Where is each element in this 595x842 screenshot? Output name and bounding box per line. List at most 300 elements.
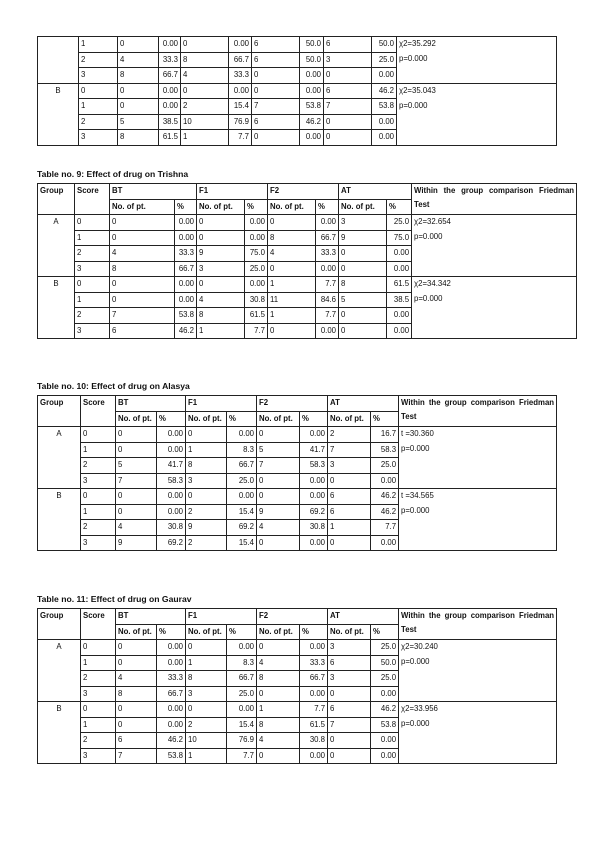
table-row bbox=[38, 37, 557, 53]
table-11-body bbox=[38, 640, 557, 764]
bt-count-cell: 8 bbox=[118, 68, 159, 84]
at-percent-cell: 61.5 bbox=[387, 277, 412, 293]
comparison-cell bbox=[399, 748, 557, 764]
bt-percent-cell: 0.00 bbox=[159, 83, 181, 99]
bt-count-cell: 4 bbox=[116, 520, 157, 536]
f1-count-cell: 3 bbox=[197, 261, 245, 277]
score-cell: 0 bbox=[75, 277, 110, 293]
f2-count-cell: 0 bbox=[257, 686, 300, 702]
bt-percent-cell: 69.2 bbox=[157, 535, 186, 551]
bt-percent-cell: 33.3 bbox=[175, 246, 197, 262]
at-percent-cell: 0.00 bbox=[387, 323, 412, 339]
percent-subheader: % bbox=[387, 199, 412, 215]
f1-count-cell: 9 bbox=[186, 520, 227, 536]
bt-percent-cell: 46.2 bbox=[157, 733, 186, 749]
at-count-cell: 1 bbox=[328, 520, 371, 536]
at-percent-cell: 46.2 bbox=[371, 702, 399, 718]
table-row bbox=[38, 671, 557, 687]
score-cell: 2 bbox=[75, 308, 110, 324]
table-row bbox=[38, 748, 557, 764]
f2-count-cell: 8 bbox=[268, 230, 316, 246]
score-cell: 3 bbox=[81, 473, 116, 489]
at-count-cell: 6 bbox=[328, 655, 371, 671]
percent-subheader: % bbox=[300, 624, 328, 640]
f1-percent-cell: 7.7 bbox=[227, 748, 257, 764]
bt-count-cell: 4 bbox=[118, 52, 159, 68]
f2-count-cell: 0 bbox=[252, 130, 300, 146]
at-percent-cell: 0.00 bbox=[372, 68, 397, 84]
score-cell: 0 bbox=[81, 427, 116, 443]
comparison-cell: χ2=30.240 bbox=[399, 640, 557, 656]
bt-count-cell: 0 bbox=[116, 717, 157, 733]
group-label-cell: A bbox=[38, 215, 75, 277]
percent-subheader: % bbox=[316, 199, 339, 215]
f2-count-cell: 8 bbox=[257, 671, 300, 687]
f1-count-cell: 0 bbox=[181, 83, 229, 99]
comparison-cell: t =34.565 bbox=[399, 489, 557, 505]
percent-subheader: % bbox=[371, 411, 399, 427]
table-row bbox=[38, 702, 557, 718]
bt-percent-cell: 38.5 bbox=[159, 114, 181, 130]
at-count-cell: 0 bbox=[328, 733, 371, 749]
table-10-caption: Table no. 10: Effect of drug on Alasya bbox=[37, 381, 190, 391]
table-row bbox=[38, 308, 577, 324]
header-row bbox=[38, 609, 557, 625]
f2-percent-cell: 0.00 bbox=[300, 83, 324, 99]
bt-count-cell: 0 bbox=[116, 702, 157, 718]
at-percent-cell: 25.0 bbox=[371, 640, 399, 656]
no-of-pt-subheader: No. of pt. bbox=[268, 199, 316, 215]
at-count-cell: 0 bbox=[339, 308, 387, 324]
group-label-cell: B bbox=[38, 489, 81, 551]
f2-percent-cell: 61.5 bbox=[300, 717, 328, 733]
table-row bbox=[38, 114, 557, 130]
comparison-cell bbox=[412, 308, 577, 324]
f1-percent-cell: 66.7 bbox=[229, 52, 252, 68]
f2-percent-cell: 0.00 bbox=[316, 215, 339, 231]
comparison-cell bbox=[399, 535, 557, 551]
at-count-cell: 6 bbox=[324, 37, 372, 53]
bt-count-cell: 4 bbox=[116, 671, 157, 687]
bt-percent-cell: 66.7 bbox=[175, 261, 197, 277]
score-cell: 3 bbox=[79, 68, 118, 84]
f2-count-cell: 7 bbox=[257, 458, 300, 474]
comparison-cell bbox=[397, 114, 557, 130]
f1-count-cell: 0 bbox=[186, 702, 227, 718]
f2-count-cell: 1 bbox=[268, 277, 316, 293]
f1-count-cell: 3 bbox=[186, 686, 227, 702]
f1-count-cell: 0 bbox=[197, 277, 245, 293]
table-row bbox=[38, 520, 557, 536]
f2-count-cell: 1 bbox=[268, 308, 316, 324]
f2-count-cell: 9 bbox=[257, 504, 300, 520]
no-of-pt-subheader: No. of pt. bbox=[328, 624, 371, 640]
f2-count-cell: 0 bbox=[268, 323, 316, 339]
f1-count-cell: 2 bbox=[186, 504, 227, 520]
f1-percent-cell: 8.3 bbox=[227, 442, 257, 458]
comparison-cell: p=0.000 bbox=[399, 717, 557, 733]
table-row bbox=[38, 504, 557, 520]
bt-count-cell: 0 bbox=[118, 83, 159, 99]
f1-count-cell: 10 bbox=[186, 733, 227, 749]
score-cell: 3 bbox=[81, 748, 116, 764]
bt-count-cell: 5 bbox=[116, 458, 157, 474]
f1-count-cell: 0 bbox=[186, 489, 227, 505]
f2-count-cell: 0 bbox=[257, 748, 300, 764]
bt-percent-cell: 0.00 bbox=[157, 442, 186, 458]
score-cell: 2 bbox=[79, 52, 118, 68]
f1-percent-cell: 0.00 bbox=[245, 277, 268, 293]
comparison-cell bbox=[397, 68, 557, 84]
no-of-pt-subheader: No. of pt. bbox=[110, 199, 175, 215]
group-header: Group bbox=[38, 184, 75, 215]
f1-percent-cell: 61.5 bbox=[245, 308, 268, 324]
bt-percent-cell: 0.00 bbox=[175, 292, 197, 308]
f1-count-cell: 8 bbox=[186, 671, 227, 687]
at-count-cell: 0 bbox=[324, 114, 372, 130]
comparison-cell: t =30.360 bbox=[399, 427, 557, 443]
percent-subheader: % bbox=[245, 199, 268, 215]
f1-count-cell: 9 bbox=[197, 246, 245, 262]
table-row bbox=[38, 323, 577, 339]
at-count-cell: 0 bbox=[339, 246, 387, 262]
f2-percent-cell: 7.7 bbox=[300, 702, 328, 718]
bt-percent-cell: 58.3 bbox=[157, 473, 186, 489]
bt-count-cell: 8 bbox=[110, 261, 175, 277]
score-cell: 3 bbox=[81, 535, 116, 551]
table-10-grid bbox=[37, 395, 557, 551]
table-10-head bbox=[38, 396, 557, 427]
comparison-cell bbox=[397, 130, 557, 146]
at-percent-cell: 0.00 bbox=[371, 535, 399, 551]
table-row bbox=[38, 52, 557, 68]
f2-count-cell: 0 bbox=[268, 215, 316, 231]
f1-count-cell: 8 bbox=[186, 458, 227, 474]
comparison-header: Within the group comparison Friedman Test bbox=[399, 396, 557, 427]
score-cell: 2 bbox=[75, 246, 110, 262]
f1-percent-cell: 75.0 bbox=[245, 246, 268, 262]
at-percent-cell: 46.2 bbox=[372, 83, 397, 99]
at-count-cell: 5 bbox=[339, 292, 387, 308]
table-10-body bbox=[38, 427, 557, 551]
at-count-cell: 6 bbox=[328, 702, 371, 718]
bt-header: BT bbox=[116, 396, 186, 412]
f1-count-cell: 0 bbox=[181, 37, 229, 53]
f1-percent-cell: 76.9 bbox=[229, 114, 252, 130]
table-9-head bbox=[38, 184, 577, 215]
f2-percent-cell: 0.00 bbox=[300, 473, 328, 489]
f1-count-cell: 1 bbox=[197, 323, 245, 339]
comparison-cell: p=0.000 bbox=[399, 655, 557, 671]
at-percent-cell: 7.7 bbox=[371, 520, 399, 536]
score-cell: 2 bbox=[81, 458, 116, 474]
at-count-cell: 7 bbox=[324, 99, 372, 115]
at-percent-cell: 0.00 bbox=[371, 748, 399, 764]
bt-count-cell: 9 bbox=[116, 535, 157, 551]
comparison-header: Within the group comparison Friedman Test bbox=[412, 184, 577, 215]
table-row bbox=[38, 130, 557, 146]
f2-percent-cell: 33.3 bbox=[300, 655, 328, 671]
at-percent-cell: 16.7 bbox=[371, 427, 399, 443]
bt-percent-cell: 0.00 bbox=[175, 215, 197, 231]
group-label-cell: A bbox=[38, 427, 81, 489]
bt-header: BT bbox=[116, 609, 186, 625]
score-cell: 1 bbox=[81, 655, 116, 671]
f1-percent-cell: 7.7 bbox=[229, 130, 252, 146]
score-cell: 3 bbox=[81, 686, 116, 702]
bt-percent-cell: 0.00 bbox=[157, 489, 186, 505]
at-percent-cell: 46.2 bbox=[371, 504, 399, 520]
continued-table bbox=[37, 36, 556, 146]
no-of-pt-subheader: No. of pt. bbox=[116, 624, 157, 640]
group-label-cell: B bbox=[38, 277, 75, 339]
at-percent-cell: 25.0 bbox=[387, 215, 412, 231]
bt-percent-cell: 46.2 bbox=[175, 323, 197, 339]
at-count-cell: 3 bbox=[328, 640, 371, 656]
f1-percent-cell: 15.4 bbox=[227, 717, 257, 733]
f2-percent-cell: 33.3 bbox=[316, 246, 339, 262]
f1-percent-cell: 0.00 bbox=[227, 702, 257, 718]
comparison-cell bbox=[412, 246, 577, 262]
score-header: Score bbox=[81, 396, 116, 427]
at-count-cell: 3 bbox=[339, 215, 387, 231]
bt-percent-cell: 30.8 bbox=[157, 520, 186, 536]
header-row bbox=[38, 396, 557, 412]
at-count-cell: 6 bbox=[328, 489, 371, 505]
f2-count-cell: 6 bbox=[252, 37, 300, 53]
at-percent-cell: 50.0 bbox=[372, 37, 397, 53]
at-count-cell: 0 bbox=[339, 323, 387, 339]
bt-count-cell: 0 bbox=[110, 292, 175, 308]
bt-percent-cell: 0.00 bbox=[159, 37, 181, 53]
bt-percent-cell: 0.00 bbox=[157, 702, 186, 718]
group-header: Group bbox=[38, 609, 81, 640]
at-percent-cell: 58.3 bbox=[371, 442, 399, 458]
score-cell: 1 bbox=[81, 442, 116, 458]
at-count-cell: 3 bbox=[328, 458, 371, 474]
at-count-cell: 2 bbox=[328, 427, 371, 443]
table-row bbox=[38, 277, 577, 293]
at-percent-cell: 0.00 bbox=[387, 308, 412, 324]
table-row bbox=[38, 535, 557, 551]
score-cell: 2 bbox=[81, 671, 116, 687]
score-cell: 1 bbox=[79, 99, 118, 115]
table-row bbox=[38, 427, 557, 443]
comparison-cell bbox=[399, 458, 557, 474]
f2-percent-cell: 0.00 bbox=[300, 535, 328, 551]
table-9-caption: Table no. 9: Effect of drug on Trishna bbox=[37, 169, 189, 179]
at-percent-cell: 50.0 bbox=[371, 655, 399, 671]
f2-percent-cell: 66.7 bbox=[300, 671, 328, 687]
f1-count-cell: 0 bbox=[197, 230, 245, 246]
comparison-cell bbox=[399, 686, 557, 702]
f2-header: F2 bbox=[257, 396, 328, 412]
score-cell: 2 bbox=[81, 520, 116, 536]
no-of-pt-subheader: No. of pt. bbox=[257, 411, 300, 427]
f1-header: F1 bbox=[186, 396, 257, 412]
score-cell: 3 bbox=[75, 323, 110, 339]
bt-percent-cell: 0.00 bbox=[157, 504, 186, 520]
percent-subheader: % bbox=[175, 199, 197, 215]
at-count-cell: 0 bbox=[324, 130, 372, 146]
f1-percent-cell: 0.00 bbox=[245, 230, 268, 246]
bt-percent-cell: 61.5 bbox=[159, 130, 181, 146]
at-count-cell: 0 bbox=[328, 748, 371, 764]
percent-subheader: % bbox=[227, 411, 257, 427]
at-count-cell: 0 bbox=[339, 261, 387, 277]
score-cell: 0 bbox=[79, 83, 118, 99]
bt-count-cell: 6 bbox=[110, 323, 175, 339]
f1-count-cell: 1 bbox=[186, 655, 227, 671]
f1-count-cell: 1 bbox=[186, 748, 227, 764]
comparison-cell: p=0.000 bbox=[412, 292, 577, 308]
at-count-cell: 7 bbox=[328, 717, 371, 733]
table-11 bbox=[37, 608, 556, 764]
score-cell: 0 bbox=[81, 489, 116, 505]
table-11-head bbox=[38, 609, 557, 640]
f1-percent-cell: 33.3 bbox=[229, 68, 252, 84]
score-header: Score bbox=[75, 184, 110, 215]
group-header: Group bbox=[38, 396, 81, 427]
comparison-cell: p=0.000 bbox=[399, 442, 557, 458]
at-count-cell: 3 bbox=[324, 52, 372, 68]
f2-percent-cell: 30.8 bbox=[300, 520, 328, 536]
f1-percent-cell: 15.4 bbox=[229, 99, 252, 115]
table-9 bbox=[37, 183, 575, 339]
f2-count-cell: 8 bbox=[257, 717, 300, 733]
at-percent-cell: 0.00 bbox=[371, 733, 399, 749]
f2-percent-cell: 84.6 bbox=[316, 292, 339, 308]
score-cell: 0 bbox=[81, 702, 116, 718]
score-cell: 3 bbox=[79, 130, 118, 146]
bt-percent-cell: 53.8 bbox=[175, 308, 197, 324]
at-percent-cell: 53.8 bbox=[372, 99, 397, 115]
no-of-pt-subheader: No. of pt. bbox=[197, 199, 245, 215]
f2-count-cell: 4 bbox=[268, 246, 316, 262]
f2-percent-cell: 58.3 bbox=[300, 458, 328, 474]
table-row bbox=[38, 261, 577, 277]
bt-percent-cell: 0.00 bbox=[157, 427, 186, 443]
score-cell: 1 bbox=[75, 292, 110, 308]
at-percent-cell: 0.00 bbox=[372, 130, 397, 146]
comparison-cell: χ2=32.654 bbox=[412, 215, 577, 231]
at-percent-cell: 0.00 bbox=[387, 246, 412, 262]
f2-count-cell: 6 bbox=[252, 52, 300, 68]
f2-percent-cell: 66.7 bbox=[316, 230, 339, 246]
group-label-cell bbox=[38, 37, 79, 84]
comparison-cell: p=0.000 bbox=[412, 230, 577, 246]
at-count-cell: 6 bbox=[324, 83, 372, 99]
score-cell: 0 bbox=[81, 640, 116, 656]
continued-table-body bbox=[38, 37, 557, 146]
f2-percent-cell: 30.8 bbox=[300, 733, 328, 749]
percent-subheader: % bbox=[300, 411, 328, 427]
score-cell: 1 bbox=[75, 230, 110, 246]
f1-count-cell: 2 bbox=[186, 535, 227, 551]
comparison-cell: p=0.000 bbox=[397, 52, 557, 68]
bt-count-cell: 6 bbox=[116, 733, 157, 749]
f1-percent-cell: 0.00 bbox=[229, 83, 252, 99]
f1-percent-cell: 30.8 bbox=[245, 292, 268, 308]
f1-percent-cell: 8.3 bbox=[227, 655, 257, 671]
f2-count-cell: 4 bbox=[257, 733, 300, 749]
group-label-cell: A bbox=[38, 640, 81, 702]
f2-count-cell: 7 bbox=[252, 99, 300, 115]
at-header: AT bbox=[339, 184, 412, 200]
f1-percent-cell: 0.00 bbox=[227, 640, 257, 656]
bt-percent-cell: 66.7 bbox=[159, 68, 181, 84]
table-row bbox=[38, 686, 557, 702]
f1-count-cell: 0 bbox=[197, 215, 245, 231]
bt-percent-cell: 33.3 bbox=[159, 52, 181, 68]
at-count-cell: 9 bbox=[339, 230, 387, 246]
bt-count-cell: 0 bbox=[116, 442, 157, 458]
bt-count-cell: 7 bbox=[116, 473, 157, 489]
no-of-pt-subheader: No. of pt. bbox=[186, 624, 227, 640]
score-cell: 2 bbox=[79, 114, 118, 130]
comparison-cell: p=0.000 bbox=[399, 504, 557, 520]
bt-count-cell: 4 bbox=[110, 246, 175, 262]
bt-count-cell: 0 bbox=[118, 99, 159, 115]
f1-count-cell: 10 bbox=[181, 114, 229, 130]
table-row bbox=[38, 99, 557, 115]
bt-percent-cell: 0.00 bbox=[157, 717, 186, 733]
at-percent-cell: 25.0 bbox=[372, 52, 397, 68]
table-row bbox=[38, 246, 577, 262]
f2-percent-cell: 7.7 bbox=[316, 277, 339, 293]
table-row bbox=[38, 230, 577, 246]
f1-percent-cell: 15.4 bbox=[227, 504, 257, 520]
bt-percent-cell: 0.00 bbox=[157, 640, 186, 656]
at-percent-cell: 53.8 bbox=[371, 717, 399, 733]
f2-percent-cell: 7.7 bbox=[316, 308, 339, 324]
at-percent-cell: 75.0 bbox=[387, 230, 412, 246]
bt-count-cell: 8 bbox=[116, 686, 157, 702]
f2-percent-cell: 41.7 bbox=[300, 442, 328, 458]
f2-percent-cell: 0.00 bbox=[300, 489, 328, 505]
f2-count-cell: 11 bbox=[268, 292, 316, 308]
bt-percent-cell: 66.7 bbox=[157, 686, 186, 702]
at-count-cell: 8 bbox=[339, 277, 387, 293]
f2-percent-cell: 53.8 bbox=[300, 99, 324, 115]
percent-subheader: % bbox=[227, 624, 257, 640]
f1-percent-cell: 15.4 bbox=[227, 535, 257, 551]
f1-count-cell: 0 bbox=[186, 640, 227, 656]
percent-subheader: % bbox=[157, 624, 186, 640]
f1-count-cell: 2 bbox=[181, 99, 229, 115]
bt-count-cell: 0 bbox=[116, 427, 157, 443]
f1-percent-cell: 0.00 bbox=[245, 215, 268, 231]
percent-subheader: % bbox=[157, 411, 186, 427]
comparison-cell: χ2=34.342 bbox=[412, 277, 577, 293]
bt-percent-cell: 53.8 bbox=[157, 748, 186, 764]
table-9-body bbox=[38, 215, 577, 339]
comparison-header: Within the group comparison Friedman Test bbox=[399, 609, 557, 640]
group-label-cell: B bbox=[38, 702, 81, 764]
comparison-cell bbox=[399, 473, 557, 489]
bt-count-cell: 7 bbox=[110, 308, 175, 324]
at-percent-cell: 25.0 bbox=[371, 671, 399, 687]
no-of-pt-subheader: No. of pt. bbox=[116, 411, 157, 427]
table-row bbox=[38, 717, 557, 733]
bt-percent-cell: 0.00 bbox=[159, 99, 181, 115]
no-of-pt-subheader: No. of pt. bbox=[186, 411, 227, 427]
at-percent-cell: 25.0 bbox=[371, 458, 399, 474]
bt-count-cell: 0 bbox=[116, 489, 157, 505]
f2-percent-cell: 0.00 bbox=[300, 640, 328, 656]
comparison-cell: p=0.000 bbox=[397, 99, 557, 115]
table-11-grid bbox=[37, 608, 557, 764]
